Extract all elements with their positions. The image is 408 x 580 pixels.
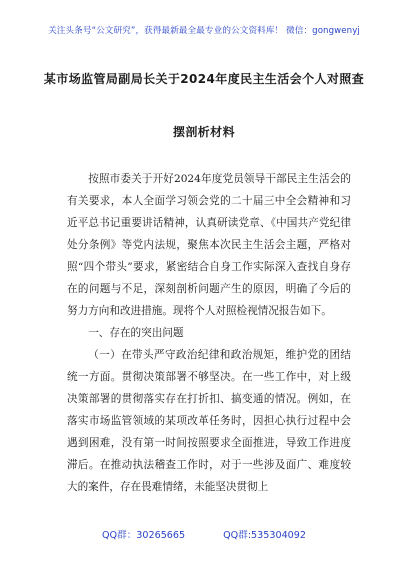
- footer-contacts: [0, 527, 408, 541]
- footer-qq-group-1: QQ群：30265665: [102, 530, 186, 541]
- header-banner: 关注头条号“公文研究”，获得最新最全最专业的公文资料库！ 微信：gongwenyj: [48, 26, 360, 36]
- document-title-line-2: 摆剖析材料: [172, 125, 235, 139]
- body-paragraph: （一）在带头严守政治纪律和政治规矩，维护党的团结统一方面。贯彻决策部署不够坚决。在一些工作中，对上级决策部署的贯彻落实存在打折扣、搞变通的情况。例如，在落实市场监管领域的某项改革任务时，因担心执行过程中会遇到困难，没有第一时间按照要求全面推进，导致工作进度滞后。在推动执法稽查工作时，对于一些涉及面广、难度较大的案件，存在畏难情绪，未能坚决贯彻上: [67, 349, 351, 493]
- document-title-line-1: 某市场监管局副局长关于2024年度民主生活会个人对照查: [43, 72, 365, 86]
- section-heading: 一、存在的突出问题: [88, 327, 184, 339]
- intro-paragraph: 按照市委关于开好2024年度党员领导干部民主生活会的有关要求，本人全面学习领会党的二十届三中全会精神和习近平总书记重要讲话精神，认真研读党章、《中国共产党纪律处分条例》等党内法规，聚焦本次民主生活会主题，严格对照“四个带头”要求，紧密结合自身工作实际深入查找自身存在的问题与不足，深刻剖析问题产生的原因，明确了今后的努力方向和改进措施。现将个人对照检视情况报告如下。: [67, 173, 351, 317]
- footer-qq-group-2: QQ群:535304092: [223, 530, 306, 541]
- document-body: [67, 168, 351, 498]
